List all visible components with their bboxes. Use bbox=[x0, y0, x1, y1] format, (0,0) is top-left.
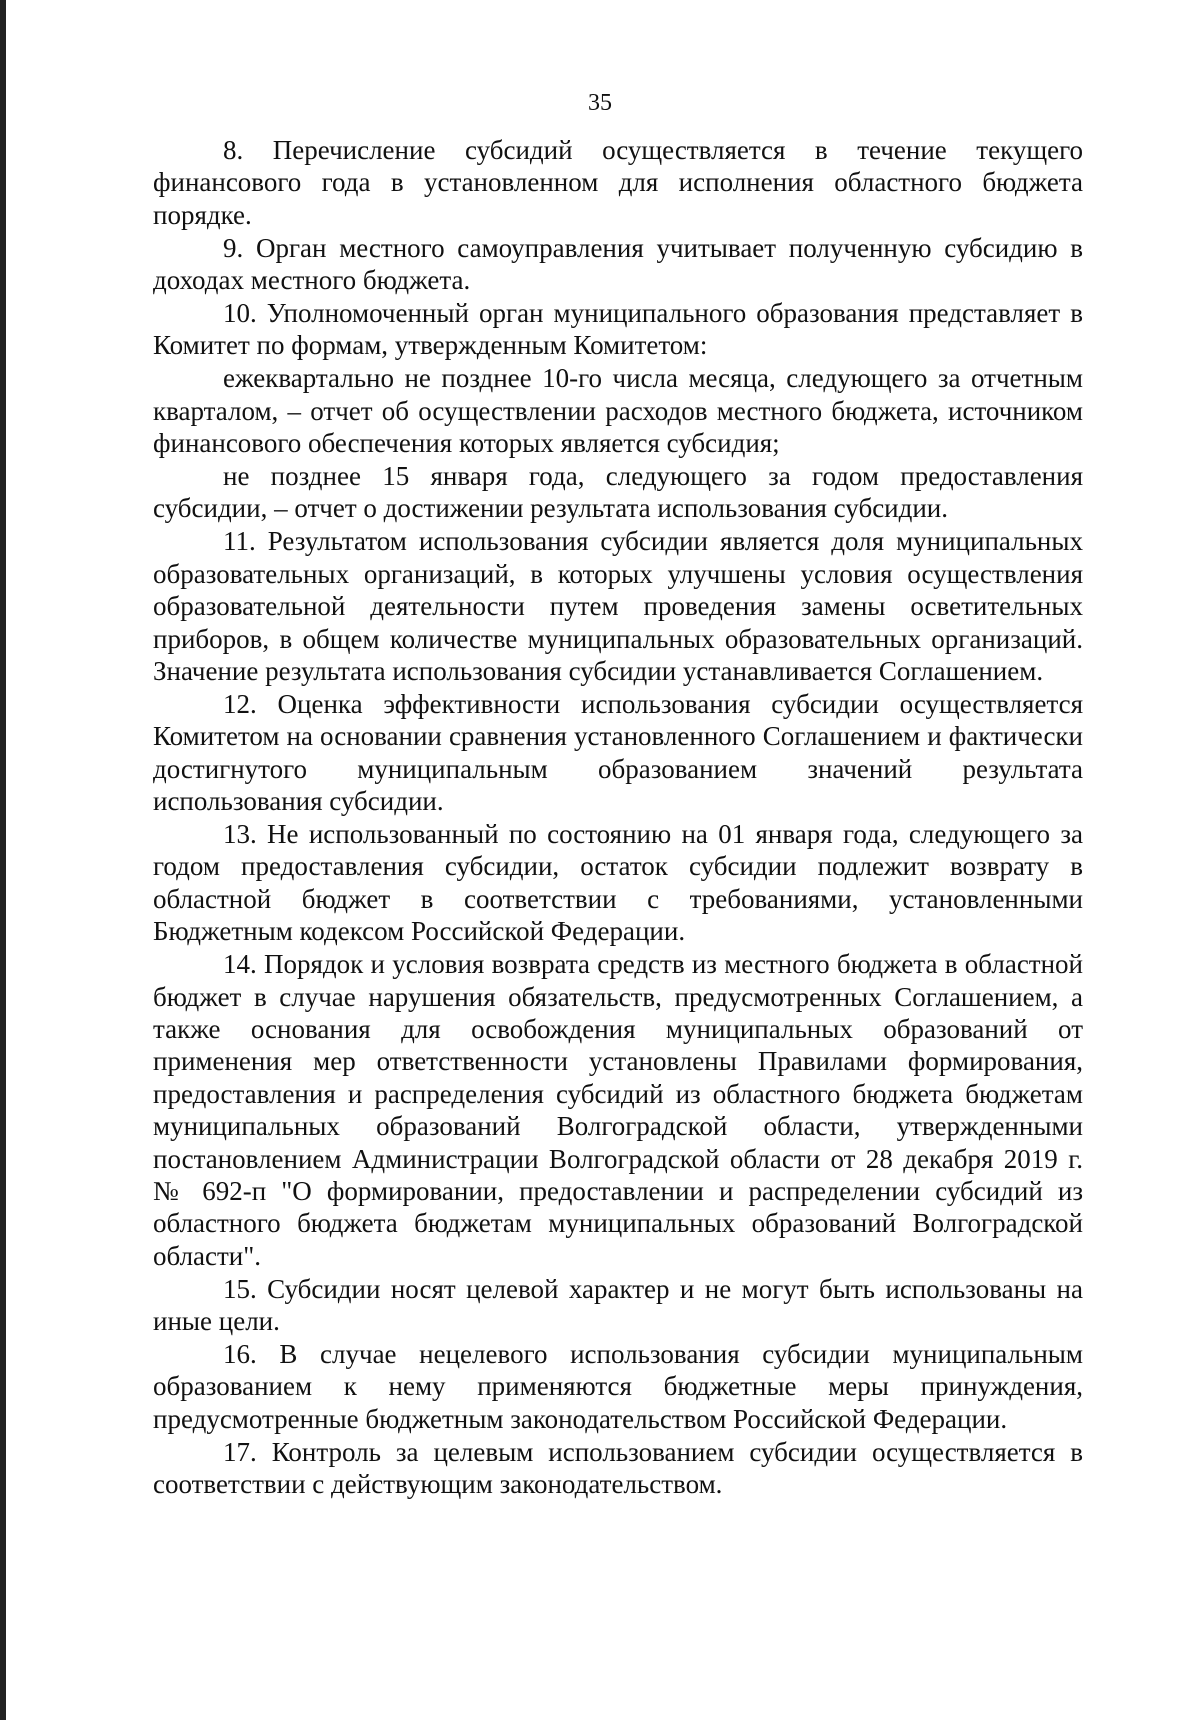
scan-edge bbox=[0, 0, 6, 1720]
paragraph-12: 12. Оценка эффективности использования субсидии осуществляется Комитетом на основании сравнения установленного Соглашением и фактически достигнутого муниципальным образованием значений результата использования субсидии. bbox=[153, 688, 1083, 817]
document-body bbox=[153, 134, 1083, 1501]
paragraph-13: 13. Не использованный по состоянию на 01 января года, следующего за годом предоставления субсидии, остаток субсидии подлежит возврату в областной бюджет в соответствии с требованиями, установленными Бюджетным кодексом Российской Федерации. bbox=[153, 819, 1083, 947]
page-number: 35 bbox=[588, 90, 612, 116]
paragraph-10-quarterly: ежеквартально не позднее 10-го числа месяца, следующего за отчетным кварталом, – отчет об осуществлении расходов местного бюджета, источником финансового обеспечения которых является субсидия; bbox=[153, 363, 1083, 459]
paragraph-16: 16. В случае нецелевого использования субсидии муниципальным образованием к нему применяются бюджетные меры принуждения, предусмотренные бюджетным законодательством Российской Федерации. bbox=[153, 1339, 1083, 1434]
paragraph-11: 11. Результатом использования субсидии является доля муниципальных образовательных организаций, в которых улучшены условия осуществления образовательной деятельности путем проведения замены осветительных приборов, в общем количестве муниципальных образовательных организаций. Значение результата использования субсидии устанавливается Соглашением. bbox=[153, 526, 1083, 686]
paragraph-9: 9. Орган местного самоуправления учитывает полученную субсидию в доходах местного бюджета. bbox=[153, 232, 1083, 296]
paragraph-8: 8. Перечисление субсидий осуществляется в течение текущего финансового года в установленном для исполнения областного бюджета порядке. bbox=[153, 135, 1083, 230]
paragraph-17: 17. Контроль за целевым использованием субсидии осуществляется в соответствии с действующим законодательством. bbox=[153, 1436, 1083, 1500]
paragraph-10-annual: не позднее 15 января года, следующего за годом предоставления субсидии, – отчет о достижении результата использования субсидии. bbox=[153, 461, 1083, 524]
paragraph-10: 10. Уполномоченный орган муниципального образования представляет в Комитет по формам, утвержденным Комитетом: bbox=[153, 298, 1083, 361]
paragraph-15: 15. Субсидии носят целевой характер и не могут быть использованы на иные цели. bbox=[153, 1273, 1083, 1337]
paragraph-14: 14. Порядок и условия возврата средств из местного бюджета в областной бюджет в случае нарушения обязательств, предусмотренных Соглашением, а также основания для освобождения муниципальных образований от применения мер ответственности установлены Правилами формирования, предоставления и распределения субсидий из областного бюджета бюджетам муниципальных образований Волгоградской области, утвержденными постановлением Администрации Волгоградской области от 28 декабря 2019 г. № 692-п "О формировании, предоставлении и распределении субсидий из областного бюджета бюджетам муниципальных образований Волгоградской области". bbox=[153, 949, 1083, 1271]
